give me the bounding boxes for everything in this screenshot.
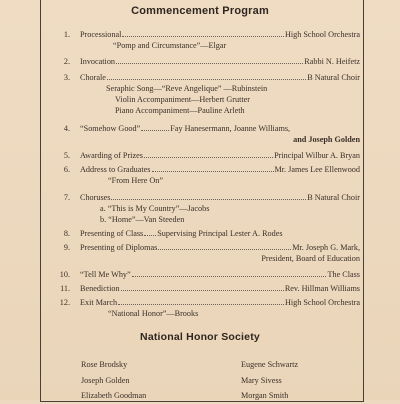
honor-society-column-right (241, 357, 351, 404)
member-name: Joseph Golden (81, 375, 130, 385)
item-performer: Mr. James Lee Ellenwood (274, 165, 360, 174)
dot-leader (107, 73, 306, 80)
item-number: 4. (63, 124, 70, 133)
item-title: Invocation (80, 57, 116, 66)
item-performer-cont: and Joseph Golden (293, 135, 360, 144)
member-name: Eugene Schwartz (241, 360, 299, 369)
member-name: Elizabeth Goodman (81, 391, 147, 400)
member-name: Mary Sivess (241, 375, 282, 385)
item-performer: Rev. Hillman Williams (284, 284, 360, 293)
item-number: 10. (59, 270, 70, 279)
dot-leader (132, 270, 327, 277)
item-title: Choruses (80, 193, 111, 202)
honor-society-list (81, 357, 351, 404)
item-title: Presenting of Diplomas (80, 243, 158, 252)
item-number: 7. (63, 193, 70, 202)
program-item-8 (50, 228, 360, 239)
dot-leader (121, 284, 284, 291)
program-item-9 (50, 242, 360, 264)
dot-leader (141, 124, 169, 131)
program-item-1 (50, 29, 360, 51)
program-item-4 (50, 123, 360, 145)
item-number: 3. (63, 73, 70, 82)
dot-leader (144, 229, 156, 236)
item-title: Benediction (80, 284, 120, 293)
item-performer: B Natural Choir (307, 193, 360, 202)
item-title: Exit March (80, 298, 118, 307)
program-item-5 (50, 150, 360, 161)
item-performer: B Natural Choir (307, 73, 360, 82)
dot-leader (122, 30, 284, 37)
program-item-2 (50, 56, 360, 67)
dot-leader (116, 57, 303, 64)
page-title: Commencement Program (131, 5, 269, 17)
member-name: Morgan Smith (241, 391, 289, 400)
program-item-7 (50, 192, 360, 225)
honor-society-heading: National Honor Society (140, 331, 260, 343)
item-number: 5. (63, 151, 70, 160)
program-item-12 (50, 297, 360, 319)
item-performer: Principal Wilbur A. Bryan (274, 151, 360, 160)
item-detail: Violin Accompaniment—Herbert Grutter (115, 95, 251, 104)
item-detail: a. “This is My Country”—Jacobs (100, 204, 210, 213)
item-performer: Rabbi N. Heifetz (304, 57, 360, 66)
item-performer: Supervising Principal Lester A. Rodes (157, 229, 283, 238)
item-number: 1. (63, 30, 70, 39)
program-item-3 (50, 72, 360, 116)
member-name: Rose Brodsky (81, 360, 128, 369)
item-detail: “Pomp and Circumstance”—Elgar (113, 41, 227, 50)
item-number: 12. (59, 298, 70, 307)
item-performer: High School Orchestra (284, 298, 360, 307)
item-title: Presenting of Class (80, 229, 144, 238)
item-detail: “National Honor”—Brooks (108, 309, 199, 318)
dot-leader (111, 193, 306, 200)
item-performer: High School Orchestra (284, 30, 360, 39)
dot-leader (158, 243, 291, 250)
item-number: 9. (63, 243, 70, 252)
item-title: Awarding of Prizes (80, 151, 143, 160)
item-detail: b. “Home”—Van Steeden (100, 215, 185, 224)
item-number: 11. (60, 284, 70, 293)
item-title: “Tell Me Why” (80, 270, 131, 279)
item-title: “Somehow Good” (80, 124, 141, 133)
item-detail: “From Here On” (108, 176, 164, 185)
program-item-6 (50, 164, 360, 186)
item-number: 6. (63, 165, 70, 174)
dot-leader (144, 151, 273, 158)
dot-leader (152, 165, 274, 172)
item-number: 8. (63, 229, 70, 238)
item-title: Address to Graduates (80, 165, 151, 174)
item-title: Processional (80, 30, 122, 39)
item-performer: Fay Hanesermann, Joanne Williams, (170, 124, 291, 133)
item-performer: Mr. Joseph G. Mark, (292, 243, 360, 252)
program-item-10 (50, 269, 360, 280)
dot-leader (118, 298, 284, 305)
item-performer: The Class (327, 270, 360, 279)
item-detail: Seraphic Song—“Reve Angelique” —Rubinstein (106, 84, 268, 93)
item-number: 2. (63, 57, 70, 66)
honor-society-column-left (81, 357, 146, 404)
item-title: Chorale (80, 73, 106, 82)
item-performer-cont: President, Board of Education (261, 254, 360, 263)
item-detail: Piano Accompaniment—Pauline Arleth (115, 106, 245, 115)
program-item-11 (50, 283, 360, 294)
